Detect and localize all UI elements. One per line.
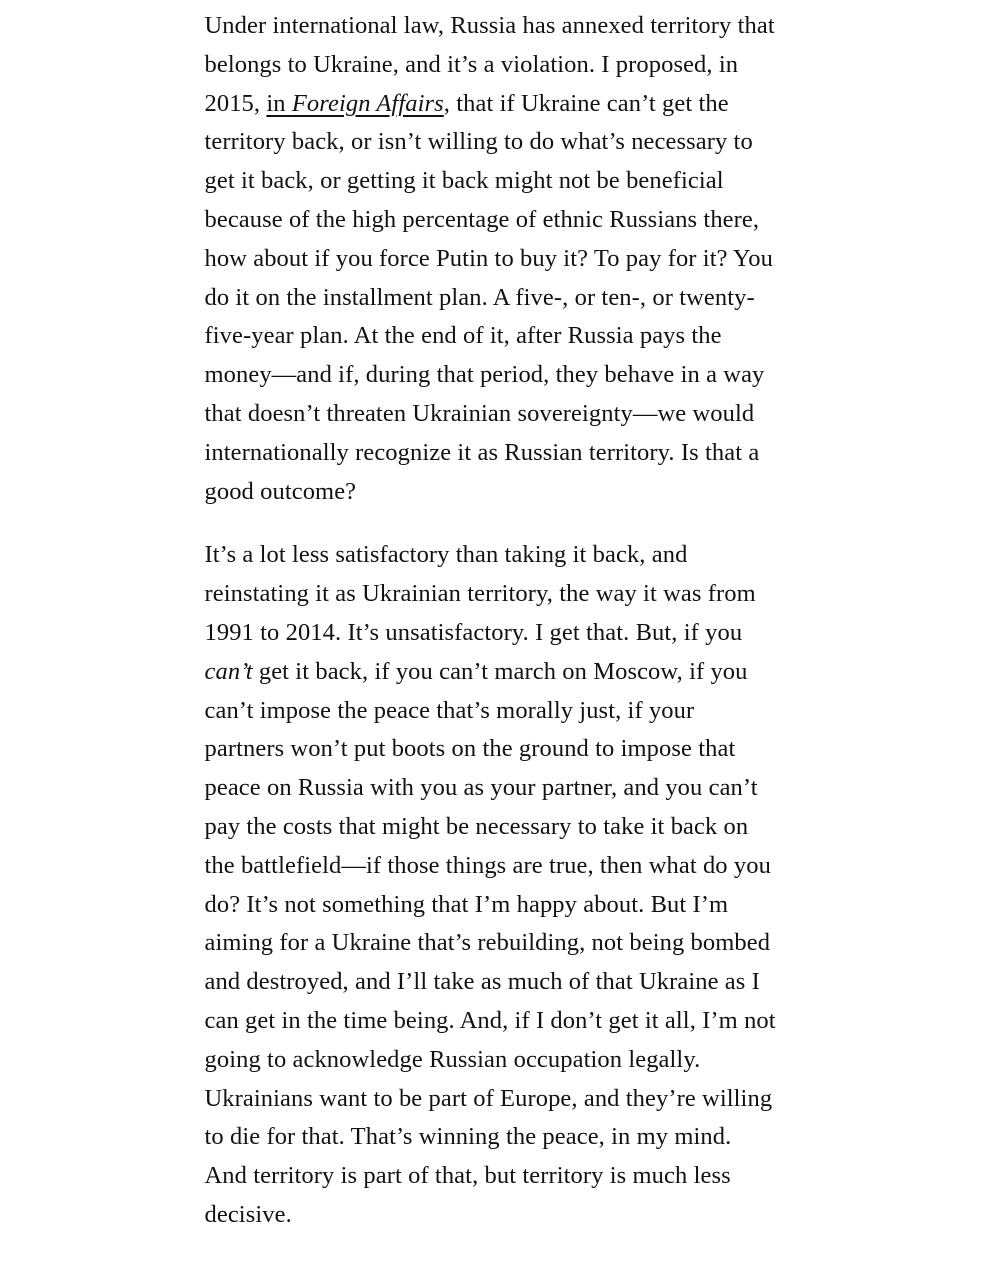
- paragraph: [205, 7, 779, 511]
- text-run: It’s a lot less satisfactory than taking it back, and reinstating it as Ukrainian territory, the way it was from 1991 to 2014. It’s unsatisfactory. I get that. But, if you: [204, 541, 756, 646]
- text-run: get it back, if you can’t march on Moscow, if you can’t impose the peace that’s morally just, if your partners won’t put boots on the ground to impose that peace on Russia with you as your partner, and you can’t pay the costs that might be necessary to take it back on the battlefield—if those things are true, then what do you do? It’s not something that I’m happy about. But I’m aiming for a Ukraine that’s rebuilding, not being bombed and destroyed, and I’ll take as much of that Ukraine as I can get in the time being. And, if I don’t get it all, I’m not going to acknowledge Russian occupation legally. Ukrainians want to be part of Europe, and they’re willing to die for that. That’s winning the peace, in my mind. And territory is part of that, but territory is much less decisive.: [204, 657, 776, 1228]
- paragraph: [205, 536, 779, 1234]
- text-run: Under international law, Russia has annexed territory that belongs to Ukraine, and it’s a violation. I proposed, in 2015,: [204, 12, 775, 117]
- article-body: [205, 0, 779, 1235]
- text-run: , that if Ukraine can’t get the territory back, or isn’t willing to do what’s necessary to get it back, or getting it back might not be beneficial because of the high percentage of ethnic Russians there, how about if you force Putin to buy it? To pay for it? You do it on the installment plan. A five-, or ten-, or twenty-five-year plan. At the end of it, after Russia pays the money—and if, during that period, they behave in a way that doesn’t threaten Ukrainian sovereignty—we would internationally recognize it as Russian territory. Is that a good outcome?: [204, 89, 773, 505]
- foreign-affairs-link[interactable]: in: [266, 89, 292, 117]
- text-run: can’t: [204, 657, 253, 685]
- foreign-affairs-link[interactable]: Foreign Affairs: [291, 89, 444, 117]
